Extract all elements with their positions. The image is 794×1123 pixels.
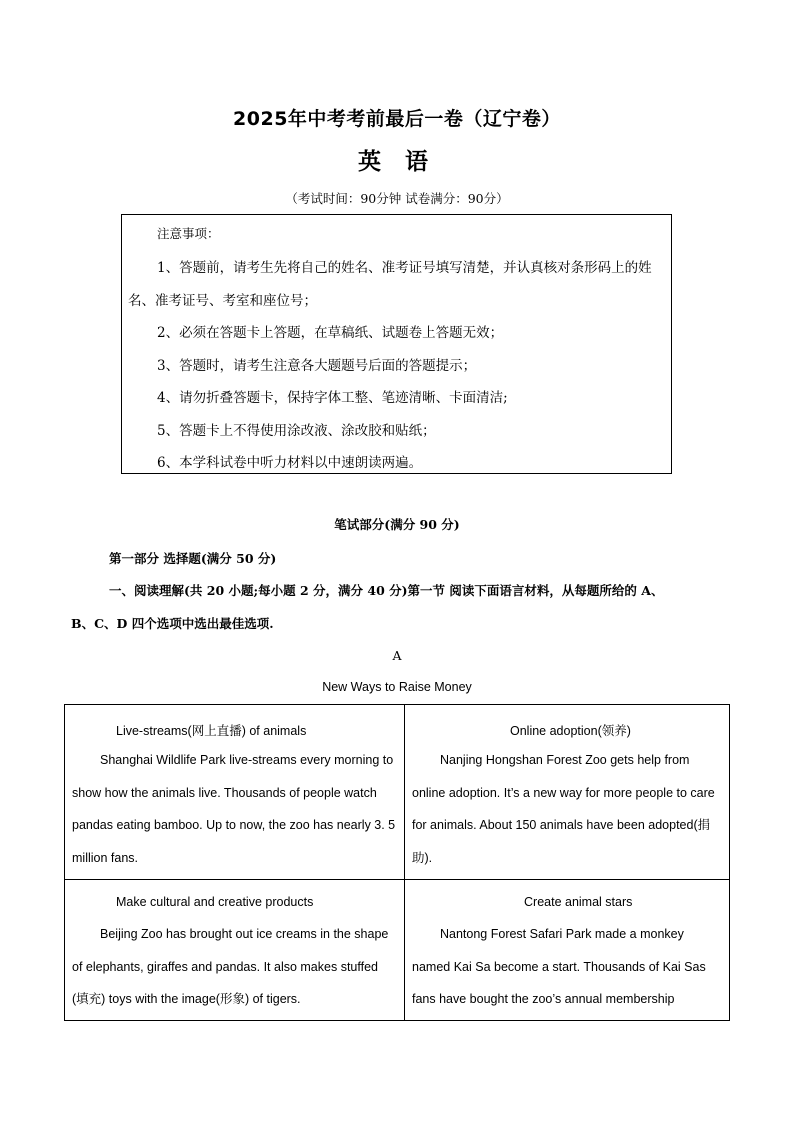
cell-body: Nanjing Hongshan Forest Zoo gets help from online adoption. It’s a new way for more people to care for animals. About 150 animals have been adopted(捐助). xyxy=(412,753,715,866)
notice-item-1: 1、答题前，请考生先将自己的姓名、准考证号填写清楚，并认真核对条形码上的姓 xyxy=(157,260,652,276)
notice-item-4: 4、请勿折叠答题卡，保持字体工整、笔迹清晰、卡面清洁; xyxy=(157,390,508,406)
notice-item-5: 5、答题卡上不得使用涂改液、涂改胶和贴纸； xyxy=(157,423,436,439)
cell-body: Beijing Zoo has brought out ice creams in the shape of elephants, giraffes and pandas. It also makes stuffed (填充) toys with the image(形象) of tigers. xyxy=(72,927,389,1007)
notice-box xyxy=(121,214,672,474)
instruction-line-1: 一、阅读理解(共 20 小题;每小题 2 分，满分 40 分)第一节 阅读下面语言材料，从每题所给的 A、 xyxy=(109,583,664,598)
notice-item-2: 2、必须在答题卡上答题，在草稿纸、试题卷上答题无效； xyxy=(157,325,504,341)
exam-time-info: （考试时间：90分钟 试卷满分：90分） xyxy=(285,191,509,206)
notice-item-3: 3、答题时，请考生注意各大题题号后面的答题提示； xyxy=(157,358,477,374)
table-cell-creative-products xyxy=(65,880,404,1020)
section-title: 笔试部分(满分 90 分) xyxy=(334,517,460,532)
cell-heading: Create animal stars xyxy=(524,895,633,909)
cell-heading: Make cultural and creative products xyxy=(116,895,314,909)
cell-heading: Live-streams(网上直播) of animals xyxy=(116,724,307,738)
table-cell-live-streams xyxy=(65,705,404,879)
cell-heading: Online adoption(领养) xyxy=(510,724,631,738)
passage-table xyxy=(64,704,730,1021)
exam-title: 2025年中考考前最后一卷（辽宁卷） xyxy=(233,108,561,130)
table-cell-online-adoption xyxy=(405,705,729,879)
table-cell-animal-stars xyxy=(405,880,729,1020)
notice-item-6: 6、本学科试卷中听力材料以中速朗读两遍。 xyxy=(157,455,423,471)
cell-body: Shanghai Wildlife Park live-streams every morning to show how the animals live. Thousands of people watch pandas eating bamboo. Up to now, the zoo has nearly 3. 5 million fans. xyxy=(72,753,396,866)
instruction-line-2: B、C、D 四个选项中选出最佳选项. xyxy=(71,616,274,631)
notice-heading: 注意事项： xyxy=(157,226,220,241)
passage-title: New Ways to Raise Money xyxy=(322,680,472,694)
part-title: 第一部分 选择题(满分 50 分) xyxy=(109,551,277,566)
subject-title: 英 语 xyxy=(357,149,436,175)
cell-body: Nantong Forest Safari Park made a monkey named Kai Sa become a start. Thousands of Kai Sas fans have bought the zoo’s annual membership xyxy=(412,927,706,1007)
notice-item-1-continued: 名、准考证号、考室和座位号； xyxy=(128,293,317,309)
passage-letter: A xyxy=(392,648,402,663)
